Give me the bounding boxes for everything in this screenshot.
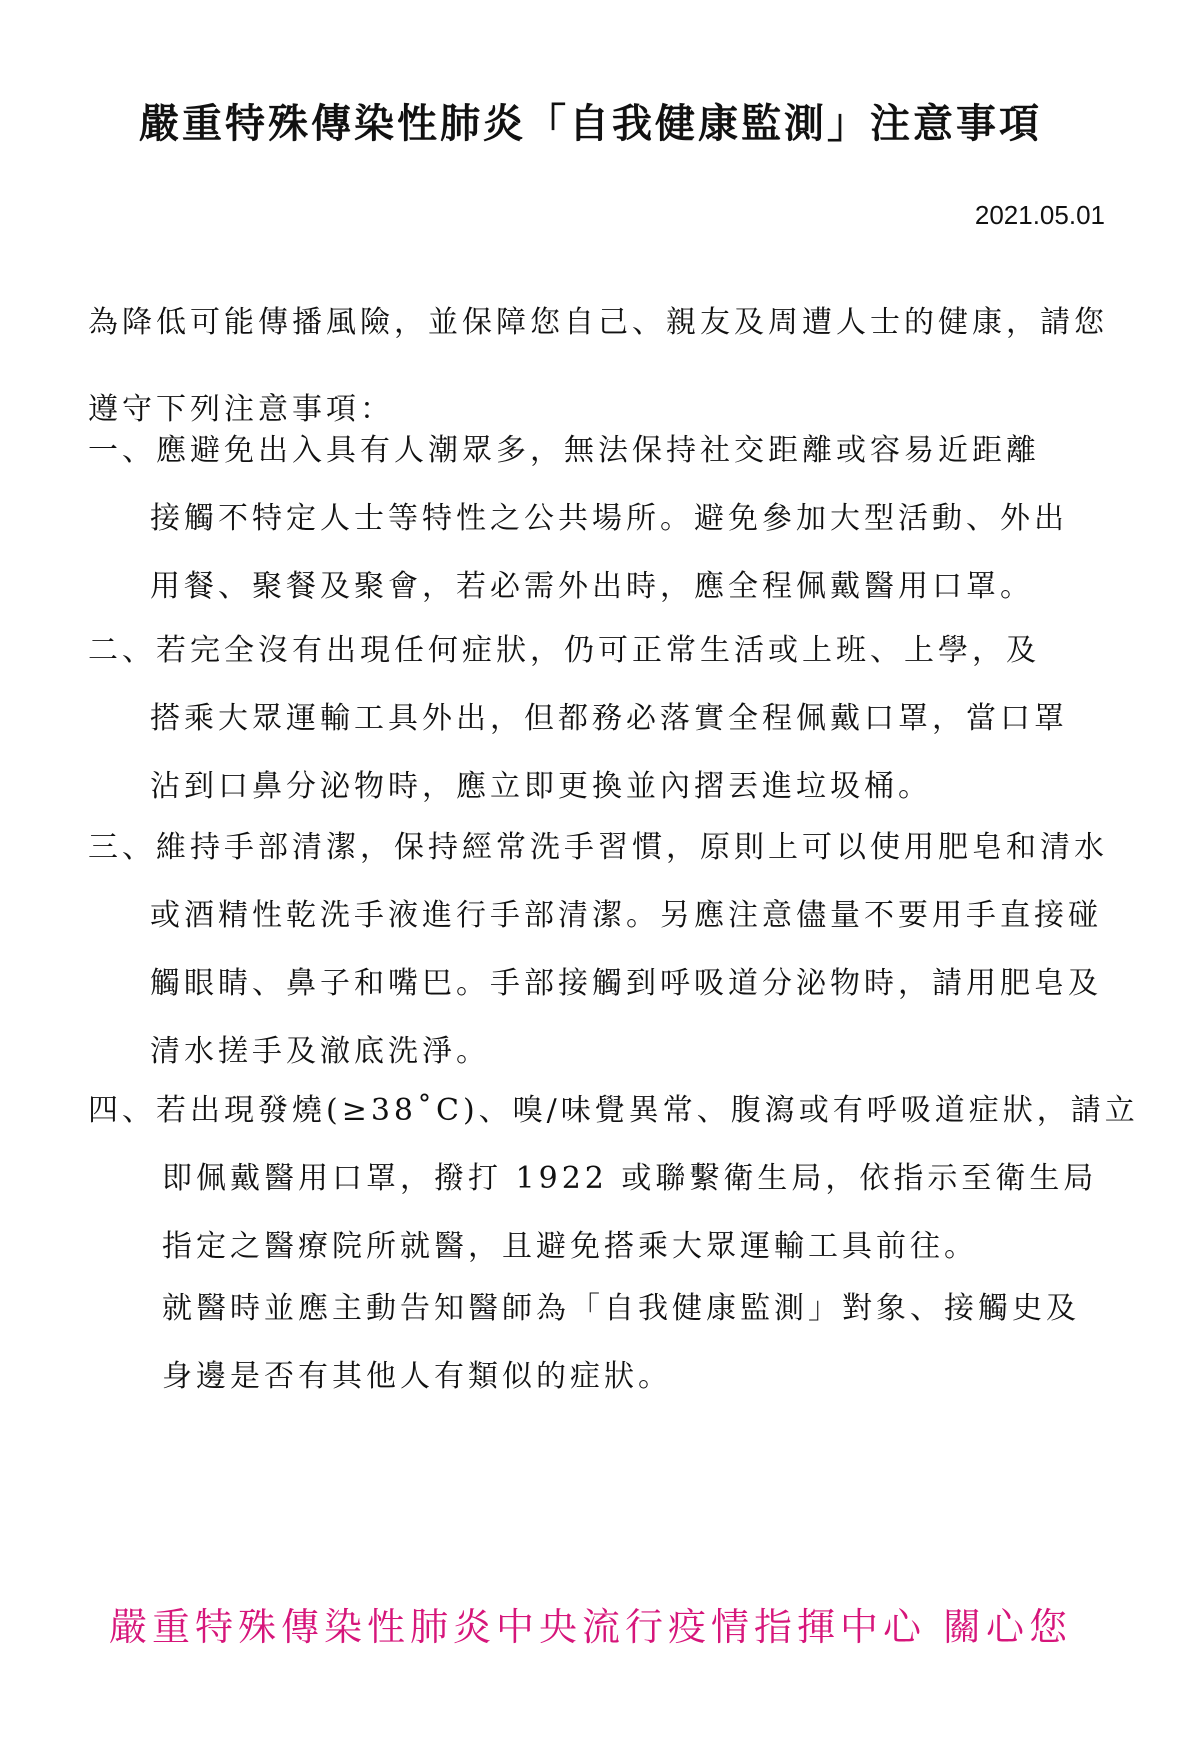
notice-item-3 xyxy=(88,815,1148,1087)
note-line: 就醫時並應主動告知醫師為「自我健康監測」對象、接觸史及 xyxy=(162,1291,1080,1326)
item-line: 三、維持手部清潔，保持經常洗手習慣，原則上可以使用肥皂和清水 xyxy=(88,830,1108,865)
notice-item-4 xyxy=(88,1078,1148,1282)
item-line: 二、若完全沒有出現任何症狀，仍可正常生活或上班、上學，及 xyxy=(88,633,1040,668)
item-line: 四、若出現發燒(≥38˚C)、嗅/味覺異常、腹瀉或有呼吸道症狀，請立 xyxy=(88,1093,1139,1128)
medical-visit-note xyxy=(162,1276,1162,1412)
item-line: 接觸不特定人士等特性之公共場所。避免參加大型活動、外出 xyxy=(150,501,1068,536)
item-line: 用餐、聚餐及聚會，若必需外出時，應全程佩戴醫用口罩。 xyxy=(150,569,1034,604)
notice-item-2 xyxy=(88,618,1148,822)
document-date: 2021.05.01 xyxy=(974,200,1105,230)
item-line: 搭乘大眾運輸工具外出，但都務必落實全程佩戴口罩，當口罩 xyxy=(150,701,1068,736)
item-line: 一、應避免出入具有人潮眾多，無法保持社交距離或容易近距離 xyxy=(88,433,1040,468)
item-line: 指定之醫療院所就醫，且避免搭乘大眾運輸工具前往。 xyxy=(162,1229,978,1264)
item-line: 清水搓手及澈底洗淨。 xyxy=(150,1034,490,1069)
intro-line: 遵守下列注意事項： xyxy=(88,392,394,427)
item-line: 觸眼睛、鼻子和嘴巴。手部接觸到呼吸道分泌物時，請用肥皂及 xyxy=(150,966,1102,1001)
notice-item-1 xyxy=(88,418,1148,622)
item-line: 或酒精性乾洗手液進行手部清潔。另應注意儘量不要用手直接碰 xyxy=(150,898,1102,933)
note-line: 身邊是否有其他人有類似的症狀。 xyxy=(162,1359,672,1394)
item-line: 即佩戴醫用口罩，撥打 1922 或聯繫衛生局，依指示至衛生局 xyxy=(162,1161,1098,1196)
footer-signature: 嚴重特殊傳染性肺炎中央流行疫情指揮中心 關心您 xyxy=(108,1605,1073,1649)
intro-line: 為降低可能傳播風險，並保障您自己、親友及周遭人士的健康，請您 xyxy=(88,305,1108,340)
document-title: 嚴重特殊傳染性肺炎「自我健康監測」注意事項 xyxy=(139,101,1042,147)
item-line: 沾到口鼻分泌物時，應立即更換並內摺丟進垃圾桶。 xyxy=(150,769,932,804)
